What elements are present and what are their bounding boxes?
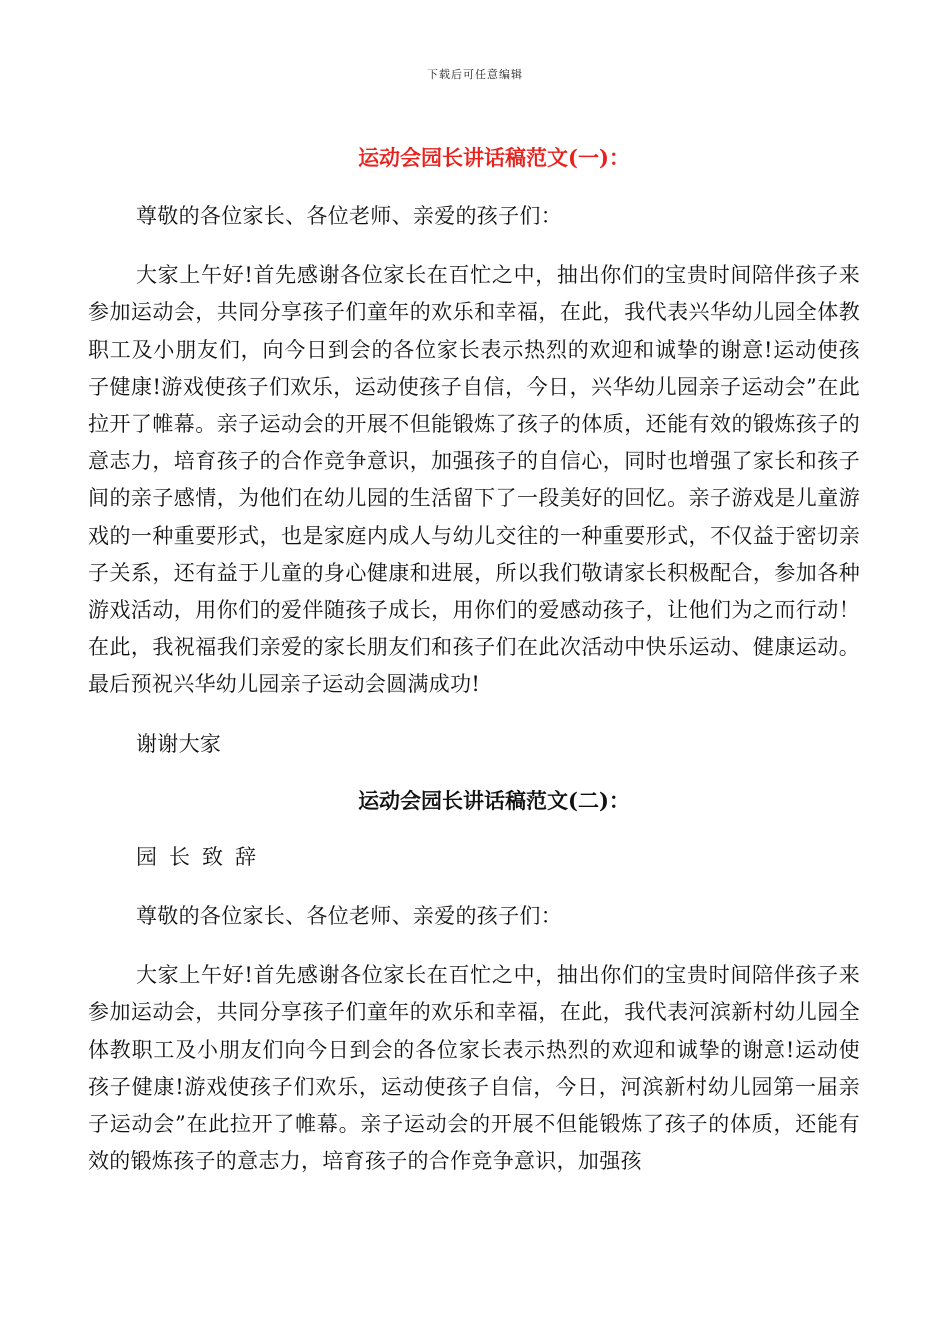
section1-salutation: 尊敬的各位家长、各位老师、亲爱的孩子们： bbox=[136, 204, 562, 228]
section2-salutation: 尊敬的各位家长、各位老师、亲爱的孩子们： bbox=[136, 904, 562, 929]
section1-title: 运动会园长讲话稿范文(一)： bbox=[358, 145, 630, 170]
header-note: 下载后可任意编辑 bbox=[427, 68, 523, 81]
section2-title: 运动会园长讲话稿范文(二)： bbox=[358, 787, 630, 813]
section2-body: 大家上午好!首先感谢各位家长在百忙之中，抽出你们的宝贵时间陪伴孩子来参加运动会，共同分享孩子们童年的欢乐和幸福，在此，我代表河滨新村幼儿园全体教职工及小朋友们向今日到会的各位家长表示热烈的欢迎和诚挚的谢意!运动使孩子健康!游戏使孩子们欢乐，运动使孩子自信，今日，河滨新村幼儿园第一届亲子运动会”在此拉开了帷幕。亲子运动会的开展不但能锻炼了孩子的体质，还能有效的锻炼孩子的意志力，培育孩子的合作竞争意识，加强孩 bbox=[88, 963, 860, 1174]
section1-closing: 谢谢大家 bbox=[136, 731, 222, 756]
document-content bbox=[88, 140, 860, 1180]
section2-subtitle: 园长致辞 bbox=[136, 844, 268, 869]
section1-body: 大家上午好!首先感谢各位家长在百忙之中，抽出你们的宝贵时间陪伴孩子来参加运动会，共同分享孩子们童年的欢乐和幸福，在此，我代表兴华幼儿园全体教职工及小朋友们，向今日到会的各位家长表示热烈的欢迎和诚挚的谢意!运动使孩子健康!游戏使孩子们欢乐，运动使孩子自信，今日，兴华幼儿园亲子运动会”在此拉开了帷幕。亲子运动会的开展不但能锻炼了孩子的体质，还能有效的锻炼孩子的意志力，培育孩子的合作竞争意识，加强孩子的自信心，同时也增强了家长和孩子间的亲子感情，为他们在幼儿园的生活留下了一段美好的回忆。亲子游戏是儿童游戏的一种重要形式，也是家庭内成人与幼儿交往的一种重要形式，不仅益于密切亲子关系，还有益于儿童的身心健康和进展，所以我们敬请家长积极配合，参加各种游戏活动，用你们的爱伴随孩子成长，用你们的爱感动孩子，让他们为之而行动！在此，我祝福我们亲爱的家长朋友们和孩子们在此次活动中快乐运动、健康运动。最后预祝兴华幼儿园亲子运动会圆满成功! bbox=[88, 263, 860, 697]
